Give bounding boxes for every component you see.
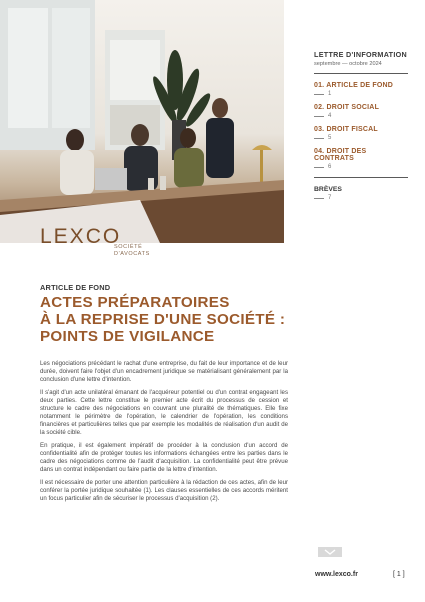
- toc-page-number: 7: [328, 195, 332, 201]
- article-kicker: ARTICLE DE FOND: [40, 283, 111, 292]
- toc-item-label: 02. DROIT SOCIAL: [314, 104, 380, 111]
- article-paragraph: Il s'agit d'un acte unilatéral émanant de l'acquéreur potentiel ou d'un contrat engageant les deux parties. Cette lettre constitue le premier acte écrit du processus de cession et structure le cadre des négociations en couvrant une pluralité de thématiques. Elle fixe notamment le périmètre de l'opération, le calendrier de l'opération, les conditions financières et particulières telles que par exemple les modalités de réalisation d'un audit de la société cible.: [40, 389, 288, 436]
- dash-icon: [314, 116, 324, 117]
- headline-line: POINTS DE VIGILANCE: [40, 328, 215, 345]
- toc-bottom-divider: [314, 177, 408, 178]
- toc-page-number: 6: [328, 164, 332, 170]
- breves-page: [314, 195, 408, 201]
- toc-item-breves[interactable]: [314, 186, 408, 201]
- footer-page-number: [ 1 ]: [393, 571, 405, 578]
- article-paragraph: Il est nécessaire de porter une attention particulière à la rédaction de ces actes, afin de leur conférer la portée juridique souhaitée (1). Les clauses essentielles de ces accords méritent un focus particulier afin de sécuriser le processus d'acquisition (2).: [40, 479, 288, 502]
- dash-icon: [314, 138, 324, 139]
- toc-item-label: 01. ARTICLE DE FOND: [314, 82, 393, 89]
- toc-item-page: [314, 135, 408, 141]
- chevron-down-icon[interactable]: [318, 544, 342, 554]
- toc-item-droit-fiscal[interactable]: [314, 126, 408, 141]
- article-headline: [40, 294, 340, 345]
- lexco-logo: [40, 225, 160, 265]
- article-body: [40, 360, 288, 508]
- logo-wordmark: LEXCO: [40, 225, 122, 248]
- meeting-room-illustration: [0, 0, 284, 243]
- dash-icon: [314, 94, 324, 95]
- newsletter-period: septembre — octobre 2024: [314, 61, 382, 67]
- toc-item-label: 03. DROIT FISCAL: [314, 126, 378, 133]
- toc-item-article-de-fond[interactable]: [314, 82, 408, 97]
- newsletter-title: LETTRE D'INFORMATION: [314, 50, 408, 59]
- hero-photo: [0, 0, 284, 243]
- toc-item-droit-social[interactable]: [314, 104, 408, 119]
- toc-page-number: 4: [328, 113, 332, 119]
- table-of-contents: [314, 50, 408, 208]
- toc-page-number: 1: [328, 91, 332, 97]
- dash-icon: [314, 198, 324, 199]
- article-paragraph: En pratique, il est également impératif de procéder à la conclusion d'un accord de confidentialité afin de protéger toutes les informations échangées entre les parties dans le cadre des négociations comme de l'audit d'acquisition. La confidentialité peut être prévue dans un contrat indépendant ou faire partie de la lettre d'intention.: [40, 442, 288, 473]
- toc-top-divider: [314, 73, 408, 74]
- logo-tagline-line2: D'AVOCATS: [114, 251, 150, 257]
- headline-line: ACTES PRÉPARATOIRES: [40, 294, 230, 311]
- toc-item-label: 04. DROIT DES CONTRATS: [314, 148, 367, 162]
- headline-line: À LA REPRISE D'UNE SOCIÉTÉ :: [40, 311, 286, 328]
- breves-label: BRÈVES: [314, 186, 342, 193]
- footer-website-link[interactable]: www.lexco.fr: [315, 571, 358, 578]
- toc-item-page: [314, 91, 408, 97]
- logo-tagline: [114, 244, 174, 258]
- toc-item-droit-des-contrats[interactable]: [314, 148, 408, 170]
- toc-item-page: [314, 164, 408, 170]
- dash-icon: [314, 167, 324, 168]
- toc-page-number: 5: [328, 135, 332, 141]
- article-paragraph: Les négociations précédant le rachat d'une entreprise, du fait de leur importance et de leur durée, doivent faire l'objet d'un encadrement juridique se matérialisant généralement par la conclusion d'une lettre d'intention.: [40, 360, 288, 383]
- logo-tagline-line1: SOCIÉTÉ: [114, 244, 143, 250]
- toc-item-page: [314, 113, 408, 119]
